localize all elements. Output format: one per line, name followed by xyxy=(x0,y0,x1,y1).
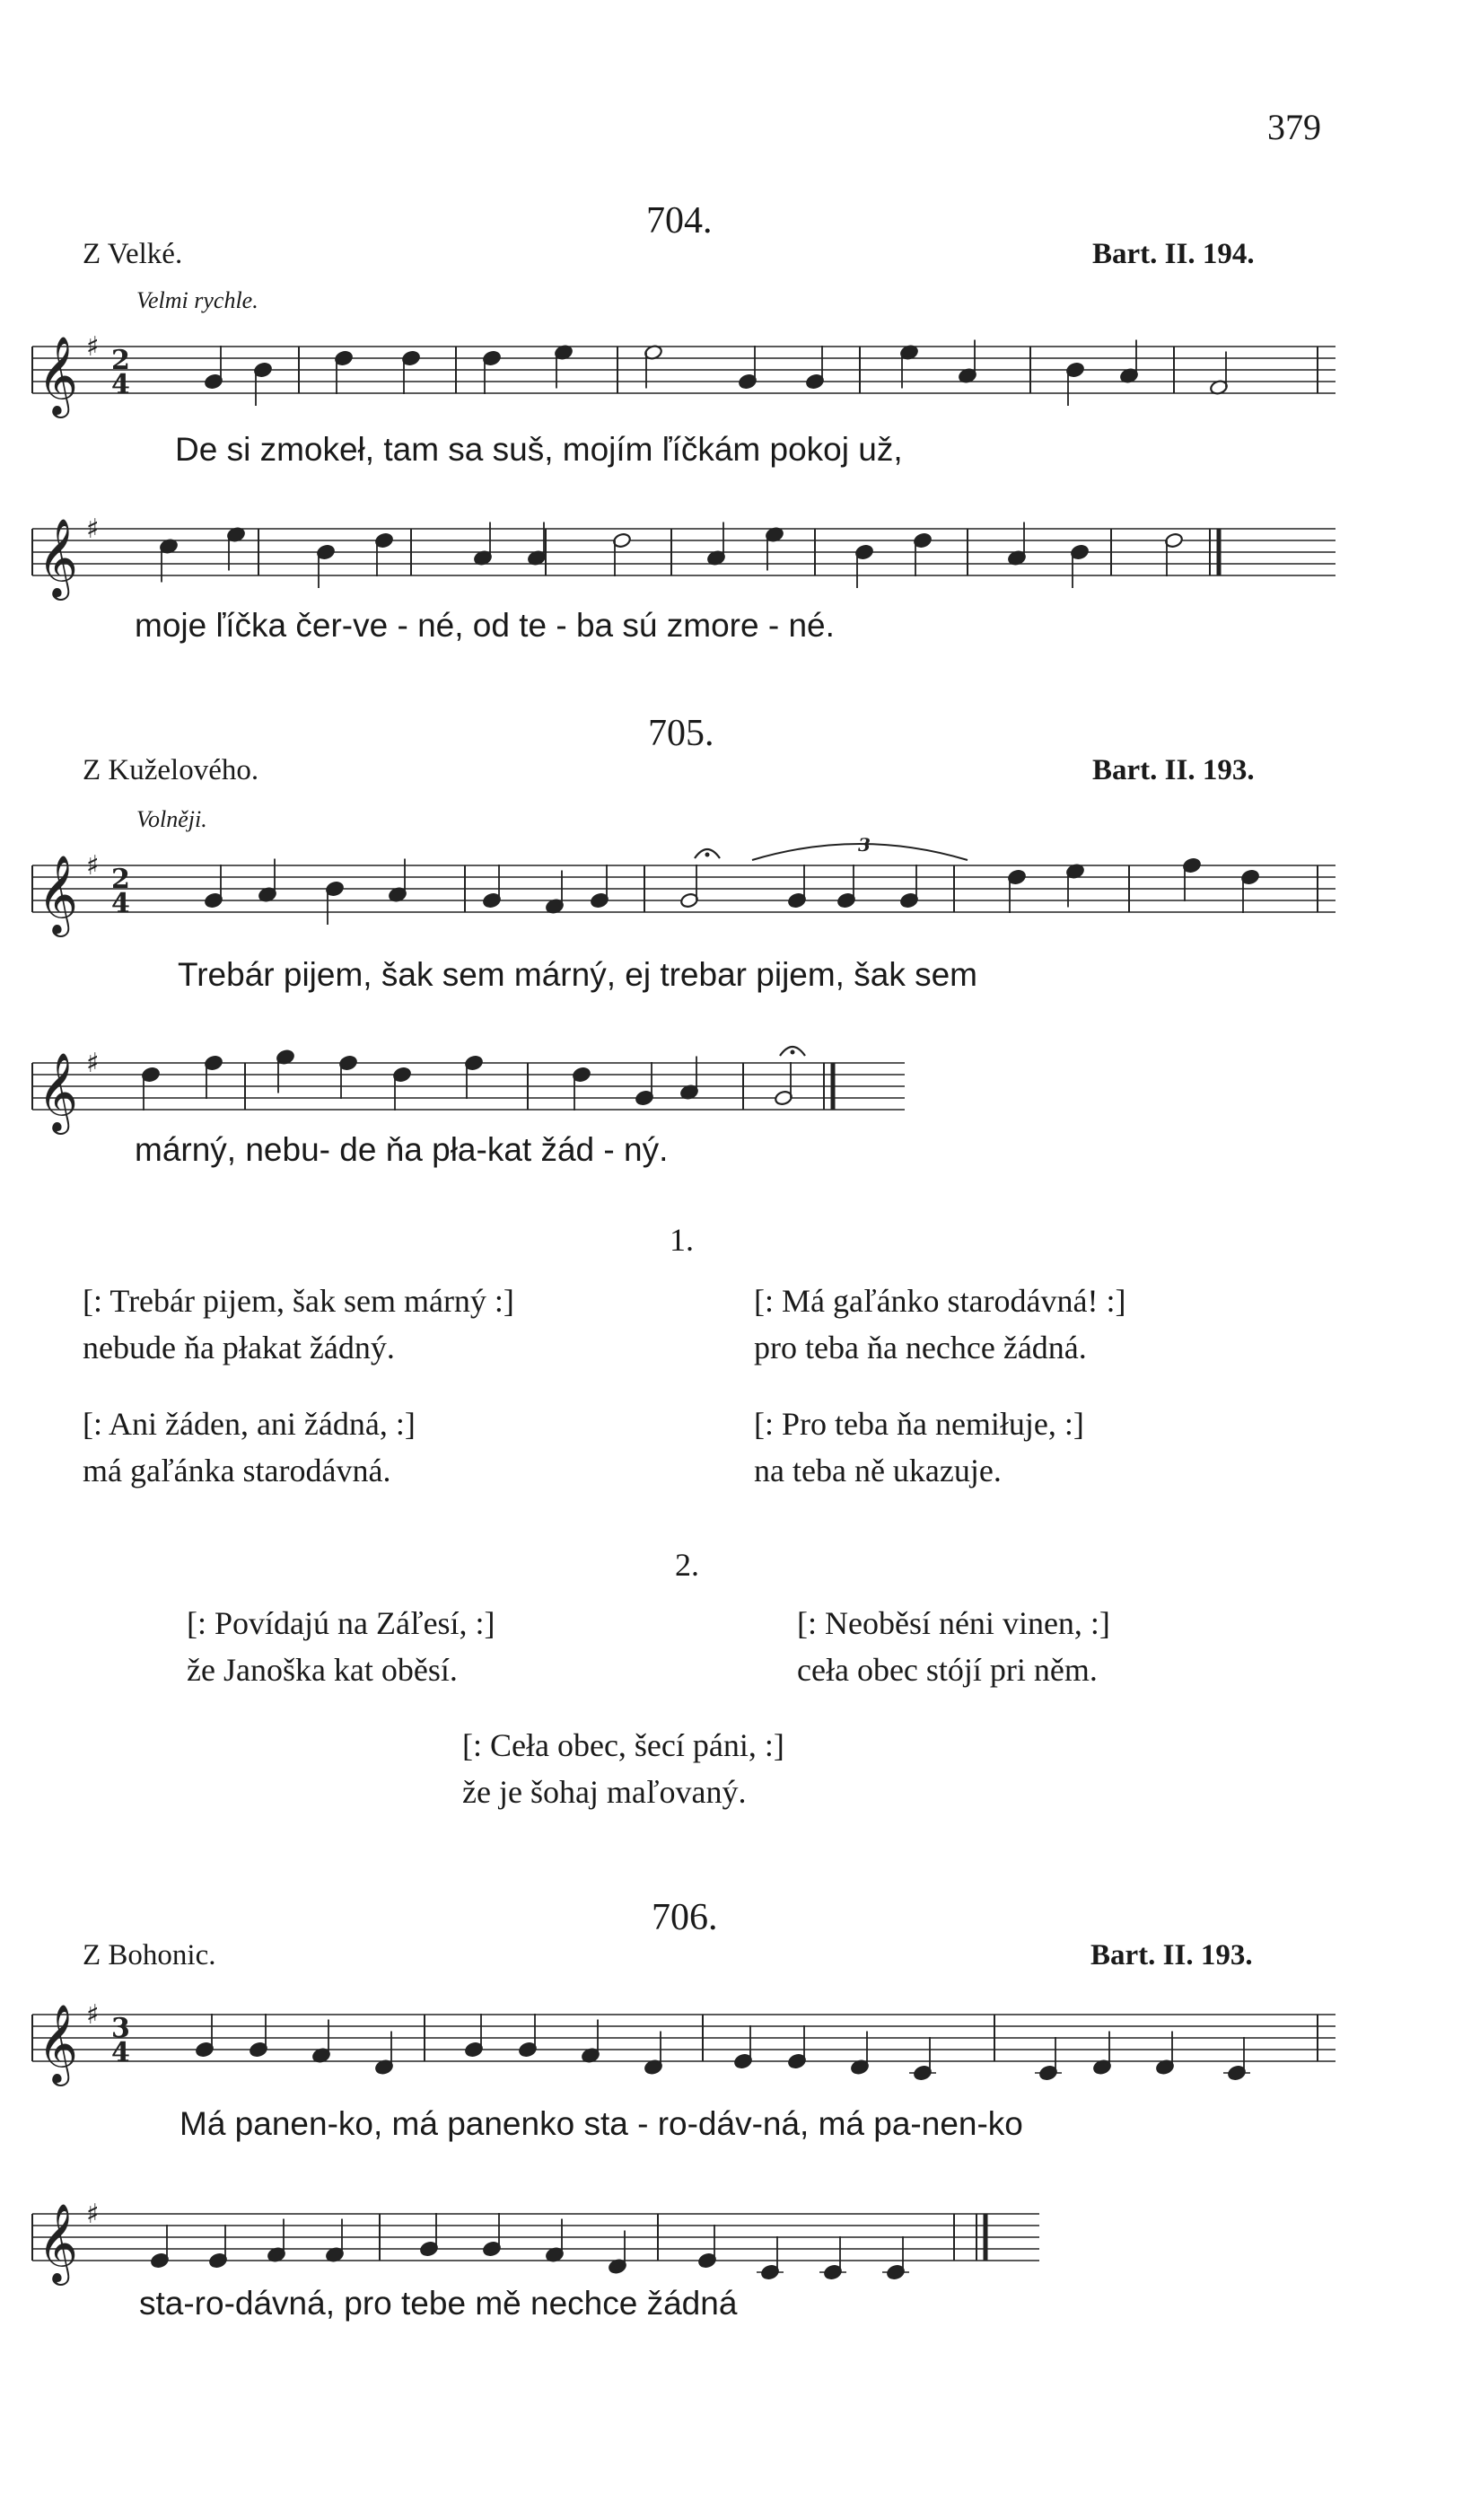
page-number: 379 xyxy=(1267,107,1321,147)
music-staff xyxy=(25,316,1353,433)
verse-line: [: Ceła obec, šecí páni, :] xyxy=(462,1727,784,1763)
song-origin: Z Velké. xyxy=(83,238,183,270)
song-number: 705. xyxy=(648,713,714,754)
time-signature-top: 2 xyxy=(111,345,130,376)
music-staff xyxy=(25,1984,1353,2101)
song-number: 706. xyxy=(652,1897,718,1938)
song-number: 704. xyxy=(646,200,713,241)
verse-block xyxy=(83,1400,416,1494)
verse-line: na teba ně ukazuje. xyxy=(754,1453,1002,1488)
treble-clef-icon: 𝄞 xyxy=(38,854,78,934)
song-source: Bart. II. 194. xyxy=(1092,238,1255,270)
stanza-number: 1. xyxy=(670,1222,694,1258)
fermata-dot xyxy=(791,1050,795,1055)
verse-line: že je šohaj maľovaný. xyxy=(462,1774,747,1810)
time-signature-top: 2 xyxy=(111,864,130,895)
sharp-icon: ♯ xyxy=(86,331,100,363)
verse-line: že Janoška kat oběsí. xyxy=(187,1652,458,1688)
treble-clef-icon: 𝄞 xyxy=(38,517,78,597)
fermata-dot xyxy=(705,853,710,857)
time-signature-bottom: 4 xyxy=(111,888,130,919)
time-signature-bottom: 4 xyxy=(111,2037,130,2068)
lyrics-line: Má panen-ko, má panenko sta - ro-dáv-ná, má pa-nen-ko xyxy=(180,2105,1023,2142)
tempo-marking: Velmi rychle. xyxy=(136,287,258,313)
music-staff xyxy=(25,2183,1057,2300)
verse-line: nebude ňa płakat žádný. xyxy=(83,1330,395,1365)
song-origin: Z Bohonic. xyxy=(83,1939,216,1971)
verse-block xyxy=(83,1278,514,1371)
verse-block xyxy=(462,1722,784,1815)
verse-block xyxy=(187,1600,495,1693)
tempo-marking: Volněji. xyxy=(136,806,207,832)
verse-line: [: Pro teba ňa nemiłuje, :] xyxy=(754,1406,1084,1442)
verse-line: [: Trebár pijem, šak sem márný :] xyxy=(83,1283,514,1319)
sharp-icon: ♯ xyxy=(86,2199,100,2230)
treble-clef-icon: 𝄞 xyxy=(38,2003,78,2083)
sharp-icon: ♯ xyxy=(86,850,100,882)
sharp-icon: ♯ xyxy=(86,1048,100,1079)
lyrics-line: sta-ro-dávná, pro tebe mě nechce žádná xyxy=(139,2285,738,2322)
sharp-icon: ♯ xyxy=(86,1999,100,2031)
verse-line: [: Povídajú na Záľesí, :] xyxy=(187,1605,495,1641)
lyrics-line: Trebár pijem, šak sem márný, ej trebar pijem, šak sem xyxy=(178,956,977,993)
song-source: Bart. II. 193. xyxy=(1092,754,1255,786)
song-source: Bart. II. 193. xyxy=(1090,1939,1253,1971)
sharp-icon: ♯ xyxy=(86,514,100,545)
tuplet-number: 3 xyxy=(858,834,871,856)
verse-line: ceła obec stójí pri něm. xyxy=(797,1652,1098,1688)
lyrics-line: moje ľíčka čer-ve - né, od te - ba sú zmore - né. xyxy=(135,607,835,644)
stanza-number: 2. xyxy=(675,1547,699,1583)
verse-block xyxy=(754,1400,1084,1494)
verse-line: pro teba ňa nechce žádná. xyxy=(754,1330,1087,1365)
treble-clef-icon: 𝄞 xyxy=(38,335,78,415)
song-origin: Z Kuželového. xyxy=(83,754,259,786)
verse-line: [: Ani žáden, ani žádná, :] xyxy=(83,1406,416,1442)
verse-line: [: Má gaľánko starodávná! :] xyxy=(754,1283,1126,1319)
verse-block xyxy=(797,1600,1110,1693)
time-signature-top: 3 xyxy=(111,2013,130,2044)
lyrics-line: márný, nebu- de ňa pła-kat žád - ný. xyxy=(135,1131,669,1168)
verse-line: [: Neoběsí néni vinen, :] xyxy=(797,1605,1110,1641)
music-staff xyxy=(25,835,1353,970)
verse-line: má gaľánka starodávná. xyxy=(83,1453,391,1488)
treble-clef-icon: 𝄞 xyxy=(38,1051,78,1131)
time-signature-bottom: 4 xyxy=(111,369,130,400)
lyrics-line: De si zmokeł, tam sa suš, mojím ľíčkám pokoj už, xyxy=(175,431,903,468)
music-staff xyxy=(25,498,1353,615)
verse-block xyxy=(754,1278,1125,1371)
treble-clef-icon: 𝄞 xyxy=(38,2202,78,2282)
